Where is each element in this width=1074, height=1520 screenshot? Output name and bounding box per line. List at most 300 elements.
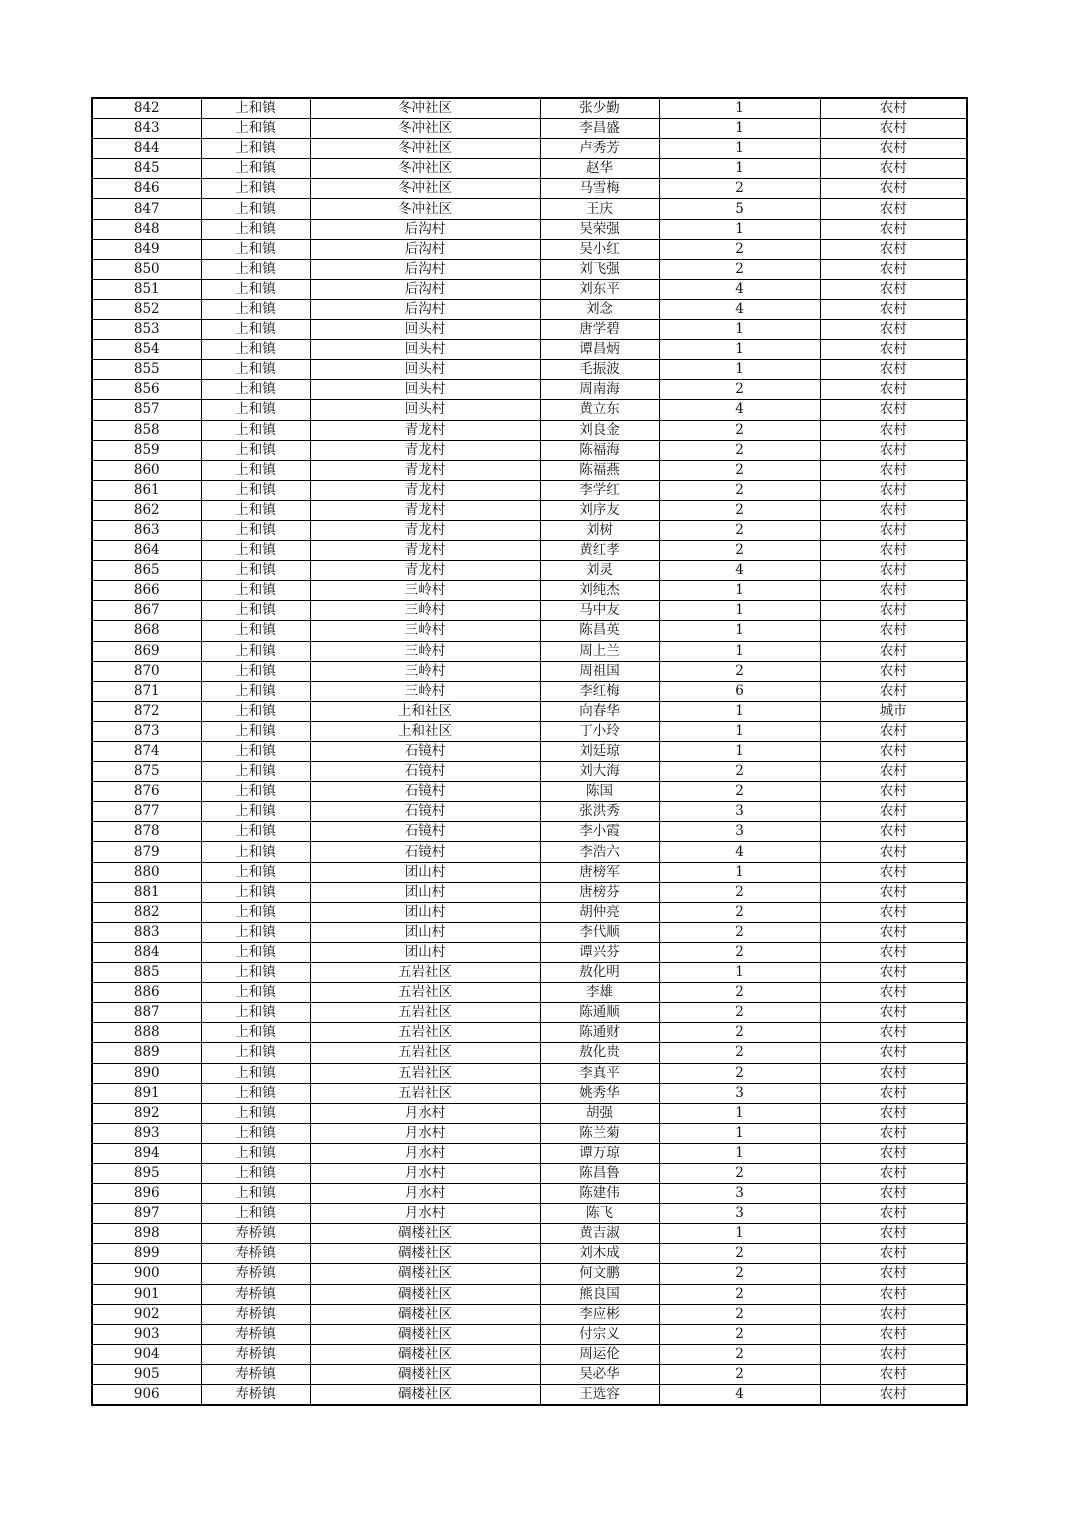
town-cell: 上和镇 [201,279,310,299]
row-number-cell: 880 [92,862,201,882]
name-cell: 唐榜芬 [540,882,659,902]
name-cell: 刘飞强 [540,259,659,279]
town-cell: 上和镇 [201,139,310,159]
town-cell: 上和镇 [201,199,310,219]
name-cell: 唐榜军 [540,862,659,882]
type-cell: 农村 [820,661,967,681]
name-cell: 马中友 [540,601,659,621]
name-cell: 毛振波 [540,360,659,380]
count-cell: 1 [659,963,820,983]
town-cell: 上和镇 [201,942,310,962]
row-number-cell: 867 [92,601,201,621]
table-row [92,500,967,520]
town-cell: 上和镇 [201,1083,310,1103]
town-cell: 寿桥镇 [201,1385,310,1406]
count-cell: 2 [659,420,820,440]
type-cell: 农村 [820,842,967,862]
count-cell: 2 [659,782,820,802]
type-cell: 农村 [820,1284,967,1304]
table-row [92,661,967,681]
village-cell: 上和社区 [310,701,540,721]
village-cell: 回头村 [310,360,540,380]
type-cell: 农村 [820,1083,967,1103]
type-cell: 农村 [820,199,967,219]
count-cell: 2 [659,239,820,259]
table-row [92,1083,967,1103]
town-cell: 上和镇 [201,601,310,621]
type-cell: 农村 [820,681,967,701]
count-cell: 1 [659,601,820,621]
table-row [92,400,967,420]
type-cell: 农村 [820,1224,967,1244]
village-cell: 青龙村 [310,420,540,440]
type-cell: 农村 [820,480,967,500]
row-number-cell: 904 [92,1344,201,1364]
type-cell: 农村 [820,902,967,922]
type-cell: 农村 [820,742,967,762]
village-cell: 青龙村 [310,520,540,540]
count-cell: 2 [659,1264,820,1284]
name-cell: 陈兰菊 [540,1123,659,1143]
count-cell: 4 [659,842,820,862]
type-cell: 农村 [820,239,967,259]
village-cell: 五岩社区 [310,1083,540,1103]
row-number-cell: 895 [92,1163,201,1183]
name-cell: 付宗义 [540,1324,659,1344]
row-number-cell: 886 [92,983,201,1003]
count-cell: 1 [659,742,820,762]
table-row [92,1284,967,1304]
type-cell: 农村 [820,1304,967,1324]
name-cell: 黄红孝 [540,541,659,561]
type-cell: 农村 [820,862,967,882]
row-number-cell: 857 [92,400,201,420]
row-number-cell: 879 [92,842,201,862]
count-cell: 2 [659,1324,820,1344]
name-cell: 周运伦 [540,1344,659,1364]
row-number-cell: 866 [92,581,201,601]
table-row [92,239,967,259]
name-cell: 谭兴芬 [540,942,659,962]
count-cell: 1 [659,98,820,119]
table-row [92,360,967,380]
count-cell: 2 [659,259,820,279]
town-cell: 上和镇 [201,98,310,119]
type-cell: 农村 [820,139,967,159]
village-cell: 石镜村 [310,782,540,802]
type-cell: 农村 [820,279,967,299]
table-row [92,882,967,902]
count-cell: 2 [659,1244,820,1264]
name-cell: 陈昌鲁 [540,1163,659,1183]
village-cell: 石镜村 [310,802,540,822]
count-cell: 1 [659,1224,820,1244]
village-cell: 冬冲社区 [310,199,540,219]
row-number-cell: 903 [92,1324,201,1344]
town-cell: 上和镇 [201,179,310,199]
name-cell: 周祖国 [540,661,659,681]
village-cell: 冬冲社区 [310,139,540,159]
name-cell: 卢秀芳 [540,139,659,159]
village-cell: 青龙村 [310,561,540,581]
table-row [92,440,967,460]
name-cell: 李红梅 [540,681,659,701]
type-cell: 农村 [820,601,967,621]
name-cell: 李应彬 [540,1304,659,1324]
type-cell: 农村 [820,561,967,581]
count-cell: 4 [659,299,820,319]
town-cell: 寿桥镇 [201,1304,310,1324]
count-cell: 1 [659,641,820,661]
town-cell: 上和镇 [201,299,310,319]
town-cell: 上和镇 [201,520,310,540]
village-cell: 三岭村 [310,621,540,641]
row-number-cell: 905 [92,1364,201,1384]
name-cell: 刘良金 [540,420,659,440]
table-row [92,380,967,400]
name-cell: 周南海 [540,380,659,400]
table-row [92,139,967,159]
town-cell: 上和镇 [201,1163,310,1183]
name-cell: 李浩六 [540,842,659,862]
town-cell: 上和镇 [201,782,310,802]
town-cell: 上和镇 [201,983,310,1003]
type-cell: 农村 [820,420,967,440]
name-cell: 陈福海 [540,440,659,460]
type-cell: 农村 [820,1143,967,1163]
table-row [92,480,967,500]
table-row [92,159,967,179]
count-cell: 6 [659,681,820,701]
count-cell: 2 [659,541,820,561]
village-cell: 青龙村 [310,500,540,520]
table-row [92,822,967,842]
town-cell: 上和镇 [201,1023,310,1043]
name-cell: 李代顺 [540,922,659,942]
count-cell: 2 [659,1063,820,1083]
name-cell: 向春华 [540,701,659,721]
village-cell: 团山村 [310,922,540,942]
row-number-cell: 849 [92,239,201,259]
row-number-cell: 900 [92,1264,201,1284]
name-cell: 胡仲亮 [540,902,659,922]
village-cell: 月水村 [310,1184,540,1204]
row-number-cell: 906 [92,1385,201,1406]
village-cell: 月水村 [310,1204,540,1224]
village-cell: 后沟村 [310,259,540,279]
village-cell: 团山村 [310,882,540,902]
table-row [92,279,967,299]
village-cell: 后沟村 [310,219,540,239]
town-cell: 上和镇 [201,340,310,360]
name-cell: 吴小红 [540,239,659,259]
town-cell: 上和镇 [201,762,310,782]
type-cell: 农村 [820,380,967,400]
row-number-cell: 843 [92,119,201,139]
type-cell: 农村 [820,320,967,340]
type-cell: 农村 [820,1244,967,1264]
table-row [92,259,967,279]
name-cell: 丁小玲 [540,721,659,741]
type-cell: 农村 [820,1023,967,1043]
type-cell: 农村 [820,1123,967,1143]
count-cell: 3 [659,822,820,842]
village-cell: 月水村 [310,1103,540,1123]
town-cell: 上和镇 [201,963,310,983]
name-cell: 张洪秀 [540,802,659,822]
name-cell: 黄吉淑 [540,1224,659,1244]
row-number-cell: 896 [92,1184,201,1204]
type-cell: 农村 [820,400,967,420]
town-cell: 上和镇 [201,561,310,581]
name-cell: 谭昌炳 [540,340,659,360]
count-cell: 2 [659,882,820,902]
name-cell: 马雪梅 [540,179,659,199]
count-cell: 1 [659,1123,820,1143]
type-cell: 农村 [820,1043,967,1063]
town-cell: 上和镇 [201,862,310,882]
row-number-cell: 850 [92,259,201,279]
type-cell: 农村 [820,119,967,139]
type-cell: 农村 [820,922,967,942]
type-cell: 农村 [820,541,967,561]
village-cell: 冬冲社区 [310,159,540,179]
village-cell: 青龙村 [310,541,540,561]
type-cell: 农村 [820,942,967,962]
town-cell: 上和镇 [201,1123,310,1143]
name-cell: 刘东平 [540,279,659,299]
type-cell: 农村 [820,259,967,279]
town-cell: 上和镇 [201,460,310,480]
town-cell: 上和镇 [201,641,310,661]
count-cell: 1 [659,360,820,380]
table-row [92,862,967,882]
row-number-cell: 845 [92,159,201,179]
table-row [92,1385,967,1406]
row-number-cell: 846 [92,179,201,199]
row-number-cell: 884 [92,942,201,962]
count-cell: 3 [659,1083,820,1103]
name-cell: 吴荣强 [540,219,659,239]
row-number-cell: 854 [92,340,201,360]
count-cell: 2 [659,1003,820,1023]
row-number-cell: 876 [92,782,201,802]
row-number-cell: 901 [92,1284,201,1304]
town-cell: 上和镇 [201,119,310,139]
village-cell: 碉楼社区 [310,1364,540,1384]
type-cell: 城市 [820,701,967,721]
name-cell: 李学红 [540,480,659,500]
table-row [92,1103,967,1123]
name-cell: 陈建伟 [540,1184,659,1204]
count-cell: 1 [659,701,820,721]
count-cell: 2 [659,179,820,199]
row-number-cell: 844 [92,139,201,159]
type-cell: 农村 [820,340,967,360]
count-cell: 1 [659,340,820,360]
count-cell: 1 [659,119,820,139]
row-number-cell: 863 [92,520,201,540]
type-cell: 农村 [820,822,967,842]
name-cell: 陈通顺 [540,1003,659,1023]
table-row [92,1224,967,1244]
type-cell: 农村 [820,98,967,119]
row-number-cell: 875 [92,762,201,782]
name-cell: 刘纯杰 [540,581,659,601]
table-row [92,581,967,601]
name-cell: 刘大海 [540,762,659,782]
table-row [92,1003,967,1023]
type-cell: 农村 [820,721,967,741]
count-cell: 1 [659,219,820,239]
name-cell: 陈飞 [540,1204,659,1224]
type-cell: 农村 [820,1385,967,1406]
town-cell: 上和镇 [201,721,310,741]
type-cell: 农村 [820,963,967,983]
row-number-cell: 851 [92,279,201,299]
town-cell: 上和镇 [201,320,310,340]
row-number-cell: 897 [92,1204,201,1224]
village-cell: 五岩社区 [310,1043,540,1063]
type-cell: 农村 [820,520,967,540]
village-cell: 青龙村 [310,460,540,480]
town-cell: 寿桥镇 [201,1264,310,1284]
type-cell: 农村 [820,1344,967,1364]
count-cell: 1 [659,139,820,159]
name-cell: 陈福燕 [540,460,659,480]
count-cell: 2 [659,1023,820,1043]
row-number-cell: 902 [92,1304,201,1324]
table-row [92,219,967,239]
town-cell: 寿桥镇 [201,1284,310,1304]
count-cell: 3 [659,1204,820,1224]
table-row [92,1063,967,1083]
town-cell: 寿桥镇 [201,1344,310,1364]
table-row [92,1163,967,1183]
village-cell: 碉楼社区 [310,1224,540,1244]
count-cell: 4 [659,561,820,581]
village-cell: 青龙村 [310,480,540,500]
town-cell: 上和镇 [201,1063,310,1083]
table-row [92,299,967,319]
type-cell: 农村 [820,621,967,641]
count-cell: 2 [659,1364,820,1384]
table-row [92,762,967,782]
row-number-cell: 859 [92,440,201,460]
town-cell: 上和镇 [201,420,310,440]
town-cell: 上和镇 [201,1003,310,1023]
type-cell: 农村 [820,1204,967,1224]
table-row [92,320,967,340]
table-row [92,119,967,139]
count-cell: 2 [659,480,820,500]
village-cell: 碉楼社区 [310,1284,540,1304]
row-number-cell: 874 [92,742,201,762]
name-cell: 熊良国 [540,1284,659,1304]
count-cell: 1 [659,862,820,882]
count-cell: 4 [659,279,820,299]
type-cell: 农村 [820,460,967,480]
count-cell: 1 [659,1103,820,1123]
count-cell: 2 [659,1163,820,1183]
village-cell: 石镜村 [310,822,540,842]
name-cell: 刘木成 [540,1244,659,1264]
name-cell: 陈昌英 [540,621,659,641]
count-cell: 1 [659,621,820,641]
row-number-cell: 889 [92,1043,201,1063]
type-cell: 农村 [820,179,967,199]
count-cell: 4 [659,1385,820,1406]
type-cell: 农村 [820,1103,967,1123]
count-cell: 2 [659,440,820,460]
count-cell: 2 [659,942,820,962]
village-cell: 回头村 [310,320,540,340]
town-cell: 上和镇 [201,440,310,460]
type-cell: 农村 [820,641,967,661]
town-cell: 上和镇 [201,1143,310,1163]
count-cell: 5 [659,199,820,219]
type-cell: 农村 [820,1264,967,1284]
name-cell: 李雄 [540,983,659,1003]
count-cell: 2 [659,902,820,922]
name-cell: 黄立东 [540,400,659,420]
table-row [92,1184,967,1204]
row-number-cell: 842 [92,98,201,119]
table-row [92,701,967,721]
table-row [92,460,967,480]
village-cell: 碉楼社区 [310,1264,540,1284]
name-cell: 刘灵 [540,561,659,581]
town-cell: 上和镇 [201,500,310,520]
village-cell: 后沟村 [310,239,540,259]
count-cell: 2 [659,661,820,681]
count-cell: 2 [659,1043,820,1063]
row-number-cell: 872 [92,701,201,721]
count-cell: 1 [659,581,820,601]
type-cell: 农村 [820,440,967,460]
row-number-cell: 858 [92,420,201,440]
town-cell: 上和镇 [201,480,310,500]
village-cell: 团山村 [310,942,540,962]
town-cell: 上和镇 [201,922,310,942]
table-row [92,561,967,581]
row-number-cell: 890 [92,1063,201,1083]
name-cell: 张少勤 [540,98,659,119]
town-cell: 上和镇 [201,661,310,681]
row-number-cell: 847 [92,199,201,219]
name-cell: 王庆 [540,199,659,219]
row-number-cell: 864 [92,541,201,561]
table-row [92,199,967,219]
table-row [92,782,967,802]
town-cell: 寿桥镇 [201,1244,310,1264]
count-cell: 2 [659,922,820,942]
type-cell: 农村 [820,1184,967,1204]
table-row [92,681,967,701]
table-row [92,1244,967,1264]
row-number-cell: 852 [92,299,201,319]
count-cell: 1 [659,721,820,741]
row-number-cell: 888 [92,1023,201,1043]
count-cell: 2 [659,500,820,520]
table-row [92,641,967,661]
village-cell: 冬冲社区 [310,98,540,119]
name-cell: 周上兰 [540,641,659,661]
village-cell: 碉楼社区 [310,1244,540,1264]
table-row [92,1364,967,1384]
table-row [92,942,967,962]
village-cell: 团山村 [310,862,540,882]
